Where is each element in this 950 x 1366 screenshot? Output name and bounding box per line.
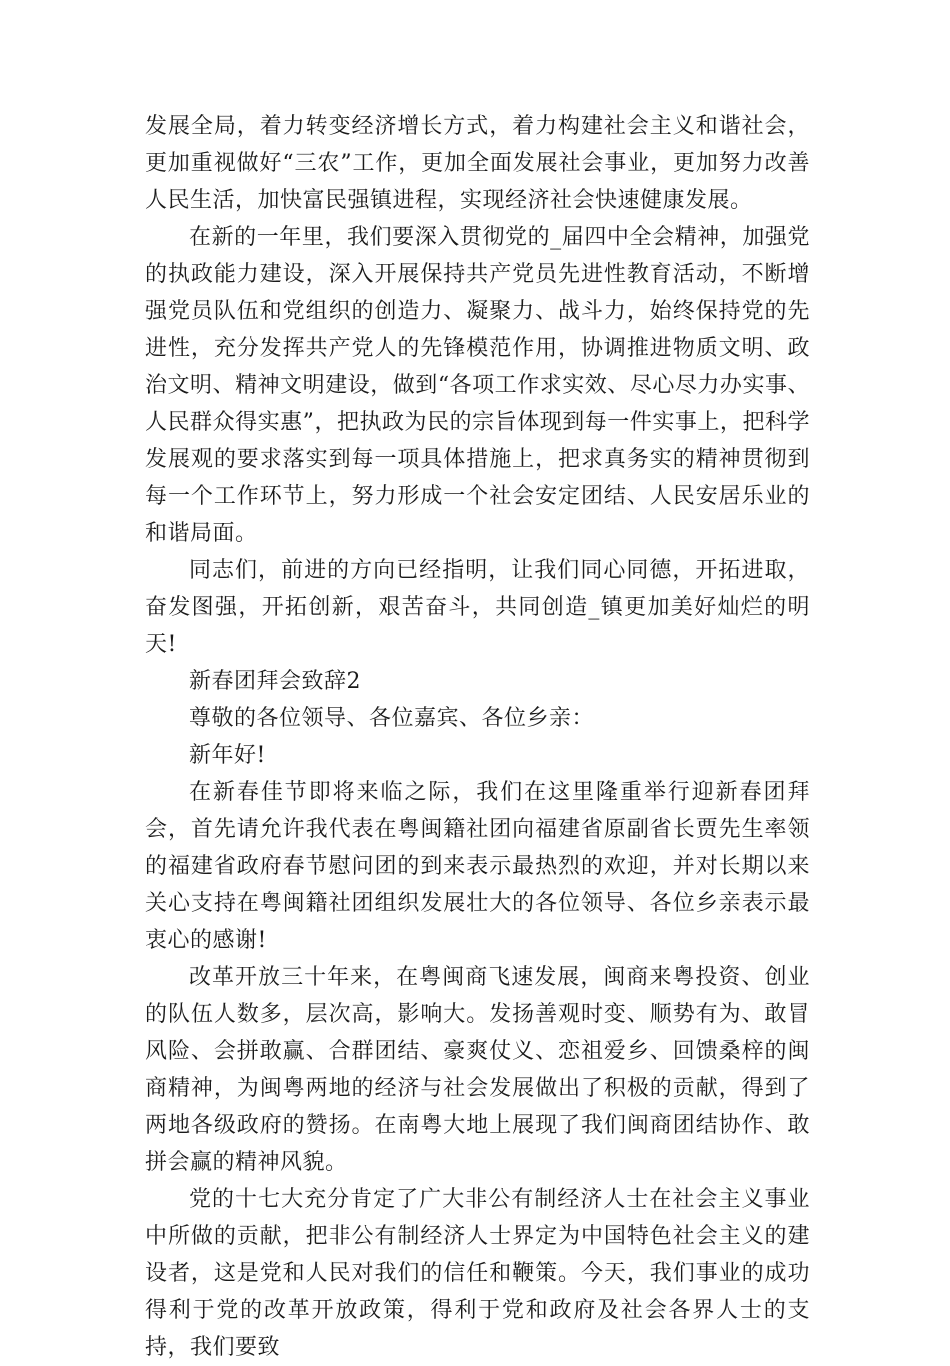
paragraph: 同志们，前进的方向已经指明，让我们同心同德，开拓进取，奋发图强，开拓创新，艰苦奋斗，共同创造_镇更加美好灿烂的明天! [145,558,810,657]
paragraph: 改革开放三十年来，在粤闽商飞速发展，闽商来粤投资、创业的队伍人数多，层次高，影响大。发扬善观时变、顺势有为、敢冒风险、会拼敢赢、合群团结、豪爽仗义、恋祖爱乡、回馈桑梓的闽商精神，为闽粤两地的经济与社会发展做出了积极的贡献，得到了两地各级政府的赞扬。在南粤大地上展现了我们闽商团结协作、敢拼会赢的精神风貌。 [145,965,810,1175]
greeting: 新年好! [189,743,266,768]
paragraph: 在新的一年里，我们要深入贯彻党的_届四中全会精神，加强党的执政能力建设，深入开展保持共产党员先进性教育活动，不断增强党员队伍和党组织的创造力、凝聚力、战斗力，始终保持党的先进性，充分发挥共产党人的先锋模范作用，协调推进物质文明、政治文明、精神文明建设，做到“各项工作求实效、尽心尽力办实事、人民群众得实惠”，把执政为民的宗旨体现到每一件实事上，把科学发展观的要求落实到每一项具体措施上，把求真务实的精神贯彻到每一个工作环节上，努力形成一个社会安定团结、人民安居乐业的和谐局面。 [145,225,810,546]
paragraph: 发展全局，着力转变经济增长方式，着力构建社会主义和谐社会，更加重视做好“三农”工作，更加全面发展社会事业，更加努力改善人民生活，加快富民强镇进程，实现经济社会快速健康发展。 [145,114,810,213]
paragraph: 党的十七大充分肯定了广大非公有制经济人士在社会主义事业中所做的贡献，把非公有制经济人士界定为中国特色社会主义的建设者，这是党和人民对我们的信任和鞭策。今天，我们事业的成功得利于党的改革开放政策，得利于党和政府及社会各界人士的支持，我们要致 [145,1187,810,1360]
paragraph: 在新春佳节即将来临之际，我们在这里隆重举行迎新春团拜会，首先请允许我代表在粤闽籍社团向福建省原副省长贾先生率领的福建省政府春节慰问团的到来表示最热烈的欢迎，并对长期以来关心支持在粤闽籍社团组织发展壮大的各位领导、各位乡亲表示最衷心的感谢! [145,780,810,953]
document-body [145,108,810,1366]
salutation: 尊敬的各位领导、各位嘉宾、各位乡亲： [189,706,595,731]
section-heading: 新春团拜会致辞2 [189,669,361,694]
